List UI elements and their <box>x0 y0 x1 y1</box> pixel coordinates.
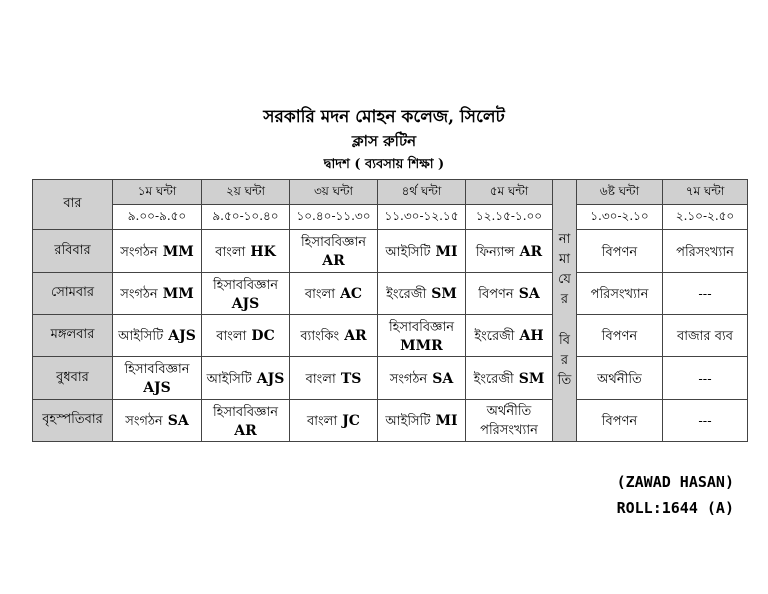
subject: বাজার ব্যব <box>677 329 733 345</box>
class-cell <box>202 357 290 399</box>
teacher-code: AJS <box>143 380 171 397</box>
class-cell <box>290 357 378 399</box>
day-name: মঙ্গলবার <box>33 315 113 357</box>
day-name: সোমবার <box>33 272 113 314</box>
day-row <box>33 315 748 357</box>
teacher-code: MM <box>162 243 194 260</box>
period-header: ৬ষ্ট ঘন্টা <box>577 180 663 205</box>
class-cell <box>113 230 202 272</box>
teacher-code: AR <box>344 328 367 345</box>
student-name: (ZAWAD HASAN) <box>616 473 734 491</box>
subject: সংগঠন <box>120 286 158 302</box>
day-row <box>33 357 748 399</box>
class-cell <box>378 357 466 399</box>
break-char: না <box>558 231 571 247</box>
time-slot: ৯.০০-৯.৫০ <box>113 205 202 230</box>
teacher-code: HK <box>250 243 276 260</box>
class-cell <box>113 357 202 399</box>
subject: আইসিটি <box>118 329 164 345</box>
time-slot: ১০.৪০-১১.৩০ <box>290 205 378 230</box>
subject: আইসিটি <box>385 244 431 260</box>
period-header: ৩য় ঘন্টা <box>290 180 378 205</box>
day-name: রবিবার <box>33 230 113 272</box>
time-slot: ২.১০-২.৫০ <box>663 205 748 230</box>
teacher-code: AJS <box>231 295 260 312</box>
class-cell <box>466 399 553 441</box>
routine-title: ক্লাস রুটিন <box>351 132 417 150</box>
subject: অর্থনীতি পরিসংখ্যান <box>480 404 538 439</box>
period-header: ৭ম ঘন্টা <box>663 180 748 205</box>
subject: হিসাববিজ্ঞান <box>388 319 455 335</box>
teacher-code: SA <box>167 412 189 429</box>
period-header: ২য় ঘন্টা <box>202 180 290 205</box>
class-cell <box>290 230 378 272</box>
subject: --- <box>698 286 712 302</box>
class-cell <box>202 272 290 314</box>
subject: সংগঠন <box>120 244 158 260</box>
subject: বিপণন <box>478 286 514 302</box>
class-cell <box>113 272 202 314</box>
teacher-code: MI <box>435 412 458 429</box>
class-cell <box>663 272 748 314</box>
period-header: ১ম ঘন্টা <box>113 180 202 205</box>
class-cell <box>466 315 553 357</box>
class-cell <box>113 399 202 441</box>
subject: ইংরেজী <box>386 286 427 302</box>
college-title: সরকারি মদন মোহন কলেজ, সিলেট <box>263 107 505 127</box>
teacher-code: SA <box>518 285 540 302</box>
teacher-code: SM <box>431 285 457 302</box>
teacher-code: AJS <box>168 328 196 345</box>
subject: বাংলা <box>305 371 336 387</box>
period-header: ৪র্থ ঘন্টা <box>378 180 466 205</box>
class-cell <box>202 230 290 272</box>
subject: অর্থনীতি <box>597 371 642 387</box>
subject: বাংলা <box>307 413 338 429</box>
subject: সংগঠন <box>125 413 163 429</box>
break-char: বি <box>559 332 570 348</box>
class-cell <box>290 272 378 314</box>
class-cell <box>378 315 466 357</box>
break-char: তি <box>557 372 572 388</box>
day-row <box>33 230 748 272</box>
teacher-code: JC <box>342 412 360 429</box>
subject: বাংলা <box>216 329 247 345</box>
class-cell <box>577 399 663 441</box>
teacher-code: MI <box>435 243 458 260</box>
subject: পরিসংখ্যান <box>590 286 649 302</box>
class-cell <box>378 272 466 314</box>
break-char: যে <box>558 272 571 288</box>
class-cell <box>577 272 663 314</box>
class-cell <box>577 315 663 357</box>
class-cell <box>466 230 553 272</box>
period-header: ৫ম ঘন্টা <box>466 180 553 205</box>
teacher-code: MMR <box>400 337 443 354</box>
class-cell <box>663 357 748 399</box>
class-cell <box>202 315 290 357</box>
class-cell <box>663 230 748 272</box>
class-cell <box>290 315 378 357</box>
class-cell <box>202 399 290 441</box>
time-slot: ১১.৩০-১২.১৫ <box>378 205 466 230</box>
subject: হিসাববিজ্ঞান <box>212 277 279 293</box>
subject: ব্যাংকিং <box>300 329 340 345</box>
class-cell <box>577 357 663 399</box>
day-row <box>33 399 748 441</box>
subject: বিপণন <box>601 244 638 260</box>
subject: আইসিটি <box>385 413 431 429</box>
subject: বিপণন <box>601 413 638 429</box>
class-cell <box>113 315 202 357</box>
day-name: বৃহস্পতিবার <box>33 399 113 441</box>
subject: আইসিটি <box>206 371 252 387</box>
class-cell <box>663 399 748 441</box>
subject: ইংরেজী <box>473 371 514 387</box>
teacher-code: AH <box>519 328 544 345</box>
subject: বাংলা <box>304 286 335 302</box>
subject: ইংরেজী <box>474 329 515 345</box>
teacher-code: AR <box>519 243 543 260</box>
day-name: বুধবার <box>33 357 113 399</box>
break-char <box>554 311 575 331</box>
student-roll: ROLL:1644 (A) <box>616 499 734 517</box>
subject: হিসাববিজ্ঞান <box>124 362 190 378</box>
subject: সংগঠন <box>389 371 428 387</box>
subject: ফিন্যান্স <box>475 244 515 260</box>
class-cell <box>577 230 663 272</box>
class-cell <box>663 315 748 357</box>
teacher-code: SA <box>432 370 454 387</box>
prayer-break-cell <box>553 180 577 442</box>
time-slot: ১২.১৫-১.০০ <box>466 205 553 230</box>
teacher-code: DC <box>251 328 275 345</box>
class-cell <box>378 230 466 272</box>
header-row-periods <box>33 180 748 205</box>
subject: --- <box>698 371 712 387</box>
day-header: বার <box>33 180 113 230</box>
class-cell <box>290 399 378 441</box>
break-char: র <box>560 352 569 368</box>
class-cell <box>378 399 466 441</box>
subject: হিসাববিজ্ঞান <box>300 235 367 251</box>
teacher-code: AC <box>340 285 363 302</box>
time-slot: ৯.৫০-১০.৪০ <box>202 205 290 230</box>
break-char: মা <box>559 252 570 268</box>
header-row-times <box>33 205 748 230</box>
day-row <box>33 272 748 314</box>
class-cell <box>466 357 553 399</box>
time-slot: ১.৩০-২.১০ <box>577 205 663 230</box>
class-cell <box>466 272 553 314</box>
teacher-code: AR <box>322 253 345 270</box>
routine-table <box>32 179 748 442</box>
teacher-code: TS <box>340 370 362 387</box>
subject: বিপণন <box>601 329 638 345</box>
class-subtitle: দ্বাদশ ( ব্যবসায় শিক্ষা ) <box>323 157 445 172</box>
subject: --- <box>698 413 712 429</box>
subject: হিসাববিজ্ঞান <box>212 404 279 420</box>
teacher-code: MM <box>162 285 194 302</box>
teacher-code: AR <box>234 422 257 439</box>
subject: বাংলা <box>215 244 246 260</box>
teacher-code: AJS <box>256 370 285 387</box>
teacher-code: SM <box>518 370 545 387</box>
subject: পরিসংখ্যান <box>676 244 734 260</box>
break-char: র <box>560 292 569 308</box>
